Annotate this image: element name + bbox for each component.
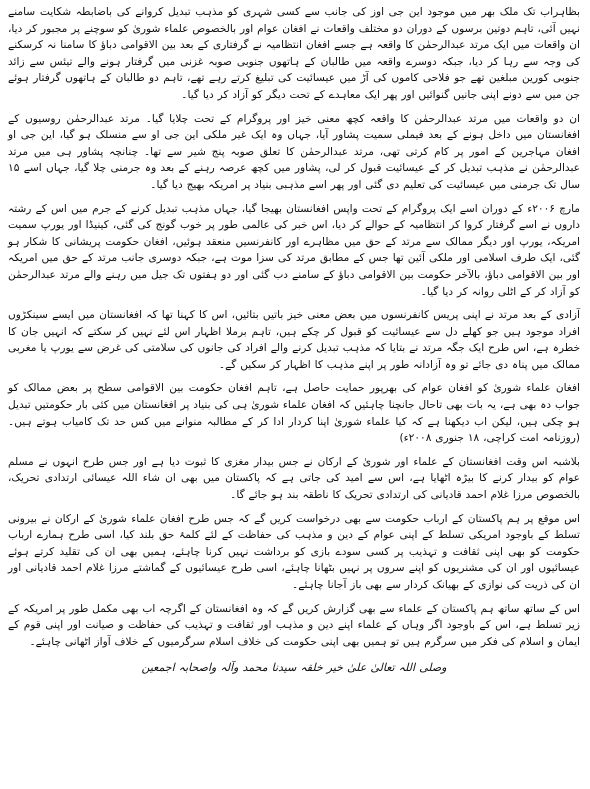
- article-paragraph-2: ان دو واقعات میں مرتد عبدالرحمٰن کا واقعہ کچھ معنی خیز اور پروگرام کے تحت چلایا گیا۔ مرتد عبدالرحمٰن روسیوں کے افغانستان میں داخل ہونے کے بعد فیملی سمیت پشاور آیا، جہاں وہ ایک غیر ملکی این جی او سے منسلک ہو گیا، این جی او افغان مہاجرین کے امور پر کام کرتی تھی، مرتد عبدالرحمٰن کا تعلق صوبہ پنج شیر سے تھا۔ چنانچہ پشاور ہی میں مرتد عبدالرحمٰن نے مذہب تبدیل کر کے عیسائیت قبول کر لی، پشاور میں کچھ عرصہ رہنے کے بعد وہ جرمنی چلا گیا، جہاں اسے ۱۵ سال تک جرمنی میں عیسائیت کی تعلیم دی گئی اور پھر اسے مذہبی بنیاد پر امریکہ بھیج دیا گیا۔: [8, 112, 580, 191]
- article-paragraph-4: آزادی کے بعد مرتد نے اپنی پریس کانفرنسوں میں بعض معنی خیز باتیں بتائیں، اس کا کہنا تھا کہ افغانستان میں ایسے سینکڑوں افراد موجود ہیں جو کھلے دل سے عیسائیت کو قبول کر چکے ہیں، تاہم برملا اظہار اس لئے نہیں کر سکتے کہ انہیں جان کا خطرہ ہے، اس طرح ایک جگہ مرتد نے بتایا کہ مذہب تبدیل کرنے والے افراد کی جانوں کی سلامتی کی غرض سے یورپ یا مغربی ممالک میں پناہ دی جائے تو وہ آزادانہ طور پر اپنے مذہب کا اظہار کر سکیں گے۔: [8, 309, 580, 371]
- article-paragraph-3: مارچ ۲۰۰۶ء کے دوران اسے ایک پروگرام کے تحت واپس افغانستان بھیجا گیا، جہاں مذہب تبدیل کرنے کے جرم میں اس کے رشتہ داروں نے اسے گرفتار کروا کر انتظامیہ کے حوالے کر دیا، اس خبر کی عالمی طور پر خوب گونج کی گئی، کینیڈا اور یورپ سمیت امریکہ، یورپ اور دیگر ممالک سے مرتد کے حق میں مظاہرے اور کانفرنسیں منعقد ہوئیں، افغان حکومت پریشانی کا شکار ہو گئی، ایک طرف اسلامی اور ملکی آئین تھا جس کے مطابق مرتد کی سزا موت ہے، جبکہ دوسری جانب مرتد کے حق میں امریکہ اور بین الاقوامی دباؤ، بالآخر حکومت بین الاقوامی دباؤ کے سامنے دب گئی اور دو ہفتوں تک جیل میں رہنے والے مرتد عبدالرحمٰن کو آزاد کر کے اٹلی روانہ کر دیا گیا۔: [8, 202, 580, 298]
- article-paragraph-6: بلاشبہ اس وقت افغانستان کے علماء اور شوریٰ کے ارکان نے جس بیدار مغزی کا ثبوت دیا ہے اور جس طرح انہوں نے مسلم عوام کو بیدار کرنے کا بیڑہ اٹھایا ہے، اس سے امید کی جاتی ہے کہ پاکستان میں بھی ان شاء اللہ عیسائی ارتدادی تحریک، بالخصوص مرزا غلام احمد قادیانی کی ارتدادی تحریک کا ناطقہ بند ہو جائے گا۔: [8, 455, 580, 502]
- article-paragraph-1: بظاہراب تک ملک بھر میں موجود این جی اوز کی جانب سے کسی شہری کو مذہب تبدیل کروانے کی باضابطہ شکایت سامنے نہیں آئی، تاہم دوتین برسوں کے دوران دو مختلف واقعات نے افغان عوام اور بالخصوص علماء شوریٰ کو سوچنے پر مجبور کر دیا، ان واقعات میں ایک مرتد عبدالرحمٰن کا واقعہ ہے جسے افغان انتظامیہ نے گرفتاری کے بعد بین الاقوامی دباؤ کا سامنا نہ کرسکنے کی وجہ سے رہا کر دیا، جبکہ دوسرے واقعہ میں طالبان کے ہاتھوں جنوبی صوبہ غزنی میں گرفتار ہونے والے تیئس سے زائد جنوبی کورین مبلغین تھے جو فلاحی کاموں کی آڑ میں عیسائیت کی تبلیغ کرتے رہے تھے، تاہم دو طالبان کے ہاتھوں گرفتار ہوئے جن میں سے دونے اپنی جانیں گنوائیں اور پھر ایک معاہدے کے تحت دیگر کو آزاد کر دیا گیا۔: [8, 6, 580, 101]
- article-paragraph-5: افغان علماء شوریٰ کو افغان عوام کی بھرپور حمایت حاصل ہے، تاہم افغان حکومت بین الاقوامی سطح پر بعض ممالک کو جواب دہ بھی ہے، یہ بات بھی تاحال جانچنا چاہئیں کہ افغان علماء شوریٰ ہی کی بنیاد پر افغانستان میں کئی بار حکومتیں تبدیل ہو چکی ہیں، لیکن اب دیکھنا ہے کہ کیا علماء شوریٰ اپنا کردار ادا کر کے مطالبہ منوانے میں کس حد تک کامیاب ہوتے ہیں۔ (روزنامہ امت کراچی، ۱۸ جنوری ۲۰۰۸ء): [8, 382, 580, 445]
- article-paragraph-8: اس کے ساتھ ساتھ ہم پاکستان کے علماء سے بھی گزارش کریں گے کہ وہ افغانستان کے اگرچہ اب بھی مکمل طور پر امریکہ کے زیر تسلط ہے، اس کے باوجود اگر وہاں کے علماء اپنے دین و مذہب اور ثقافت و تہذیب کی حفاظت و صیانت اور اپنی قوم کے ایمان و اسلام کی فکر میں سرگرم ہیں تو ہمیں بھی اپنی حکومت کی خلاف اسلام سرگرمیوں کے خلاف آواز اٹھانی چاہئے۔: [8, 602, 580, 648]
- closing-benediction: وصلی اللہ تعالیٰ علیٰ خیر خلقہ سیدنا محمد وآلہ واصحابہ اجمعین: [141, 661, 447, 675]
- article-paragraph-7: اس موقع پر ہم پاکستان کے ارباب حکومت سے بھی درخواست کریں گے کہ جس طرح افغان علماء شوریٰ کے ارکان نے بیرونی تسلط کے باوجود امریکی تسلط کے اپنی عوام کے دین و مذہب کی حفاظت کے لئے کلمۂ حق بلند کیا، اسی طرح ہمارے ارباب حکومت کو بھی اپنی ثقافت و تہذیب پر کسی سودے بازی کو برداشت نہیں کرنا چاہئے، ہمیں بھی ان کی تقلید کرتے ہوئے عیسائیوں اور ان کی مشنریوں کو اپنے سروں پر نہیں بٹھانا چاہئے، اسی طرح عیسائیوں کے گماشتے مرزا غلام احمد قادیانی اور ان کی ذریت کی نوازی کے بھیانک کردار سے بھی باز آجانا چاہئے۔: [8, 512, 580, 591]
